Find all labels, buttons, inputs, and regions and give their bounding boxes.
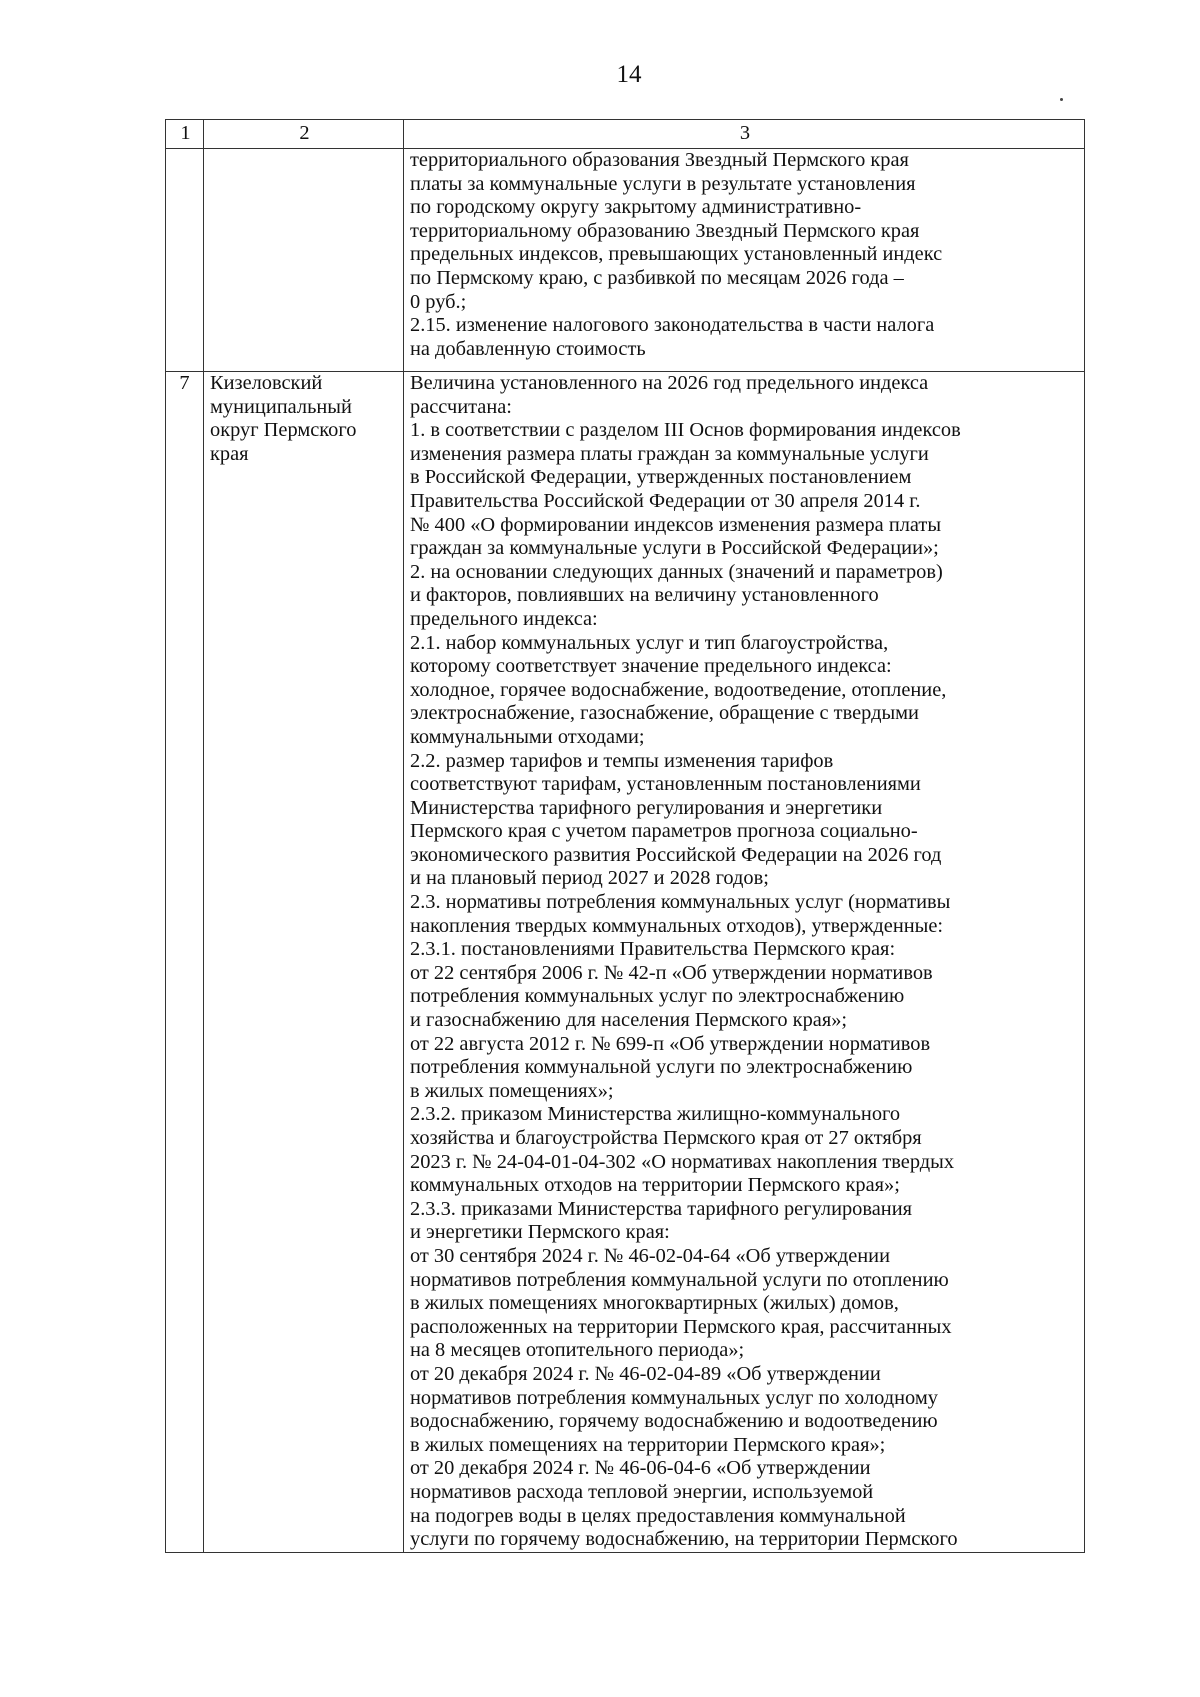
municipality-name-line: края — [210, 442, 249, 465]
text-line: 2.3.3. приказами Министерства тарифного регулирования — [410, 1197, 912, 1220]
text-line: потребления коммунальной услуги по электроснабжению — [410, 1056, 913, 1079]
text-line: от 22 сентября 2006 г. № 42-п «Об утверждении нормативов — [410, 961, 933, 984]
text-line: по Пермскому краю, с разбивкой по месяцам 2026 года – — [410, 266, 904, 289]
text-line: 1. в соответствии с разделом III Основ формирования индексов — [410, 419, 961, 442]
text-line: в жилых помещениях на территории Пермского края»; — [410, 1433, 886, 1456]
text-line: услуги по горячему водоснабжению, на территории Пермского — [410, 1528, 958, 1551]
text-line: территориального образования Звездный Пермского края — [410, 149, 909, 171]
text-line: экономического развития Российской Федерации на 2026 год — [410, 843, 942, 866]
municipality-name-line: муниципальный — [210, 395, 352, 418]
text-line: расположенных на территории Пермского края, рассчитанных — [410, 1315, 952, 1338]
text-line: 2.3.2. приказом Министерства жилищно-коммунального — [410, 1103, 901, 1126]
municipality-cell — [204, 149, 404, 372]
text-line: нормативов потребления коммунальных услуг по холодному — [410, 1386, 938, 1409]
text-line: коммунальных отходов на территории Пермского края»; — [410, 1174, 900, 1197]
text-line: 0 руб.; — [410, 290, 467, 313]
text-line: в Российской Федерации, утвержденных постановлением — [410, 466, 912, 489]
header-col-3: 3 — [404, 120, 1085, 149]
municipality-cell — [204, 372, 404, 1553]
text-line: холодное, горячее водоснабжение, водоотведение, отопление, — [410, 678, 947, 701]
scan-artifact-dot — [1060, 98, 1063, 101]
text-line: Министерства тарифного регулирования и энергетики — [410, 796, 883, 819]
text-line: предельного индекса: — [410, 607, 598, 630]
text-line: в жилых помещениях»; — [410, 1079, 614, 1102]
text-line: рассчитана: — [410, 395, 512, 418]
text-line: изменения размера платы граждан за коммунальные услуги — [410, 442, 929, 465]
row-number-cell — [166, 149, 204, 372]
text-line: нормативов расхода тепловой энергии, используемой — [410, 1480, 874, 1503]
page-number: 14 — [616, 61, 642, 88]
data-table — [165, 119, 1085, 1553]
text-line: коммунальными отходами; — [410, 725, 645, 748]
text-line: в жилых помещениях многоквартирных (жилых) домов, — [410, 1292, 899, 1315]
text-line: накопления твердых коммунальных отходов), утвержденные: — [410, 914, 944, 937]
description-cell — [404, 149, 1085, 372]
description-cell — [404, 372, 1085, 1553]
header-col-1: 1 — [166, 120, 204, 149]
municipality-name-line: округ Пермского — [210, 419, 357, 442]
text-line: Величина установленного на 2026 год предельного индекса — [410, 372, 929, 394]
text-line: по городскому округу закрытому административно- — [410, 196, 862, 219]
text-line: 2.2. размер тарифов и темпы изменения тарифов — [410, 749, 834, 772]
row-number-cell: 7 — [166, 372, 204, 1553]
text-line: хозяйства и благоустройства Пермского края от 27 октября — [410, 1127, 922, 1149]
text-line: 2023 г. № 24-04-01-04-302 «О нормативах накопления твердых — [410, 1150, 955, 1173]
table-row-continued — [166, 149, 1085, 372]
text-line: потребления коммунальных услуг по электроснабжению — [410, 985, 905, 1008]
text-line: на 8 месяцев отопительного периода»; — [410, 1339, 745, 1362]
text-line: платы за коммунальные услуги в результате установления — [410, 172, 916, 195]
text-line: предельных индексов, превышающих установленный индекс — [410, 243, 943, 266]
text-line: граждан за коммунальные услуги в Российской Федерации»; — [410, 537, 939, 560]
text-line: соответствуют тарифам, установленным постановлениями — [410, 773, 921, 796]
text-line: от 20 декабря 2024 г. № 46-02-04-89 «Об утверждении — [410, 1362, 881, 1385]
text-line: на добавленную стоимость — [410, 337, 646, 360]
text-line: и на плановый период 2027 и 2028 годов; — [410, 867, 769, 890]
header-col-2: 2 — [204, 120, 404, 149]
text-line: и энергетики Пермского края: — [410, 1221, 670, 1244]
text-line: Правительства Российской Федерации от 30 апреля 2014 г. — [410, 489, 921, 512]
municipality-name-line: Кизеловский — [210, 372, 323, 394]
text-line: водоснабжению, горячему водоснабжению и водоотведению — [410, 1410, 938, 1433]
text-line: и газоснабжению для населения Пермского края»; — [410, 1009, 848, 1032]
text-line: 2.3. нормативы потребления коммунальных услуг (нормативы — [410, 891, 951, 914]
text-line: 2.15. изменение налогового законодательства в части налога — [410, 314, 935, 337]
text-line: № 400 «О формировании индексов изменения размера платы — [410, 513, 942, 536]
text-line: от 30 сентября 2024 г. № 46-02-04-64 «Об утверждении — [410, 1244, 890, 1267]
text-line: территориальному образованию Звездный Пермского края — [410, 219, 920, 242]
text-line: 2.1. набор коммунальных услуг и тип благоустройства, — [410, 631, 889, 654]
text-line: от 20 декабря 2024 г. № 46-06-04-6 «Об утверждении — [410, 1457, 871, 1480]
text-line: которому соответствует значение предельного индекса: — [410, 655, 892, 678]
text-line: на подогрев воды в целях предоставления коммунальной — [410, 1504, 906, 1527]
text-line: 2.3.1. постановлениями Правительства Пермского края: — [410, 938, 896, 961]
text-line: нормативов потребления коммунальной услуги по отоплению — [410, 1268, 949, 1291]
text-line: Пермского края с учетом параметров прогноза социально- — [410, 820, 918, 843]
text-line: 2. на основании следующих данных (значений и параметров) — [410, 560, 943, 583]
table-row-7 — [166, 372, 1085, 1553]
header-row — [166, 120, 1085, 149]
text-line: электроснабжение, газоснабжение, обращение с твердыми — [410, 702, 919, 725]
text-line: от 22 августа 2012 г. № 699-п «Об утверждении нормативов — [410, 1032, 931, 1055]
text-line: и факторов, повлиявших на величину установленного — [410, 584, 879, 607]
